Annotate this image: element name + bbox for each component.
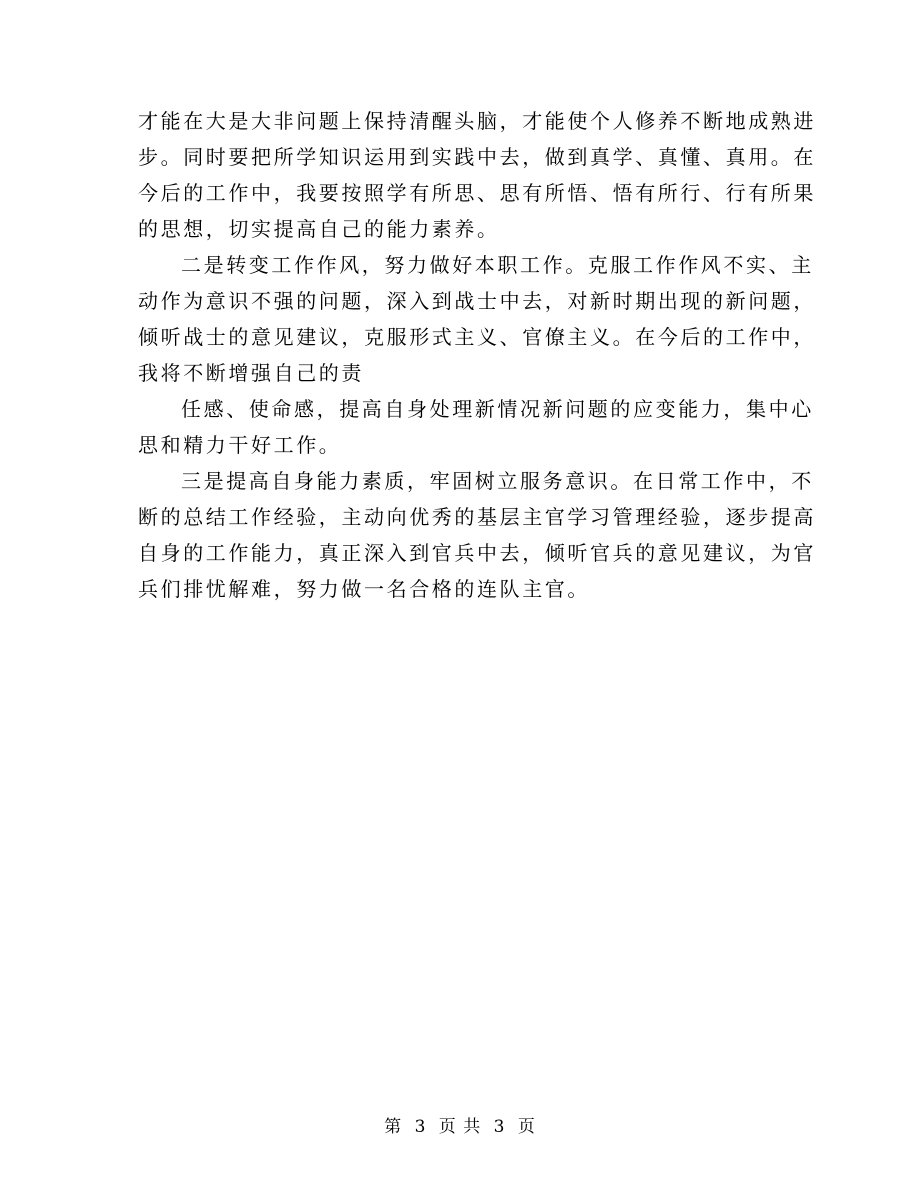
paragraph-4	[138, 463, 816, 607]
text-line: 倾听战士的意见建议，克服形式主义、官僚主义。在今后的工作中，	[138, 325, 816, 349]
footer-prefix: 第	[384, 1117, 403, 1137]
total-pages-number: 3	[493, 1117, 506, 1137]
paragraph-3	[138, 391, 814, 463]
paragraph-1	[138, 103, 816, 247]
page-footer	[0, 1112, 920, 1137]
document-body	[138, 103, 816, 607]
text-line: 自身的工作能力，真正深入到官兵中去，倾听官兵的意见建议，为官	[138, 541, 816, 565]
text-line: 二是转变工作作风，努力做好本职工作。克服工作作风不实、主	[181, 253, 814, 277]
text-line: 今后的工作中，我要按照学有所思、思有所悟、悟有所行、行有所果	[138, 181, 816, 205]
text-line: 断的总结工作经验，主动向优秀的基层主官学习管理经验，逐步提高	[138, 505, 816, 529]
text-line: 我将不断增强自己的责	[138, 361, 364, 385]
footer-middle: 页 共	[438, 1117, 482, 1137]
text-line: 思和精力干好工作。	[138, 433, 342, 457]
text-line: 兵们排忧解难，努力做一名合格的连队主官。	[138, 577, 590, 601]
paragraph-2	[138, 247, 816, 391]
text-line: 步。同时要把所学知识运用到实践中去，做到真学、真懂、真用。在	[138, 145, 816, 169]
footer-suffix: 页	[517, 1117, 536, 1137]
text-line: 的思想，切实提高自己的能力素养。	[138, 217, 500, 241]
text-line: 任感、使命感，提高自身处理新情况新问题的应变能力，集中心	[181, 397, 814, 421]
text-line: 动作为意识不强的问题，深入到战士中去，对新时期出现的新问题，	[138, 289, 816, 313]
text-line: 三是提高自身能力素质，牢固树立服务意识。在日常工作中，不	[181, 469, 814, 493]
text-line: 才能在大是大非问题上保持清醒头脑，才能使个人修养不断地成熟进	[138, 109, 816, 133]
current-page-number: 3	[414, 1117, 427, 1137]
